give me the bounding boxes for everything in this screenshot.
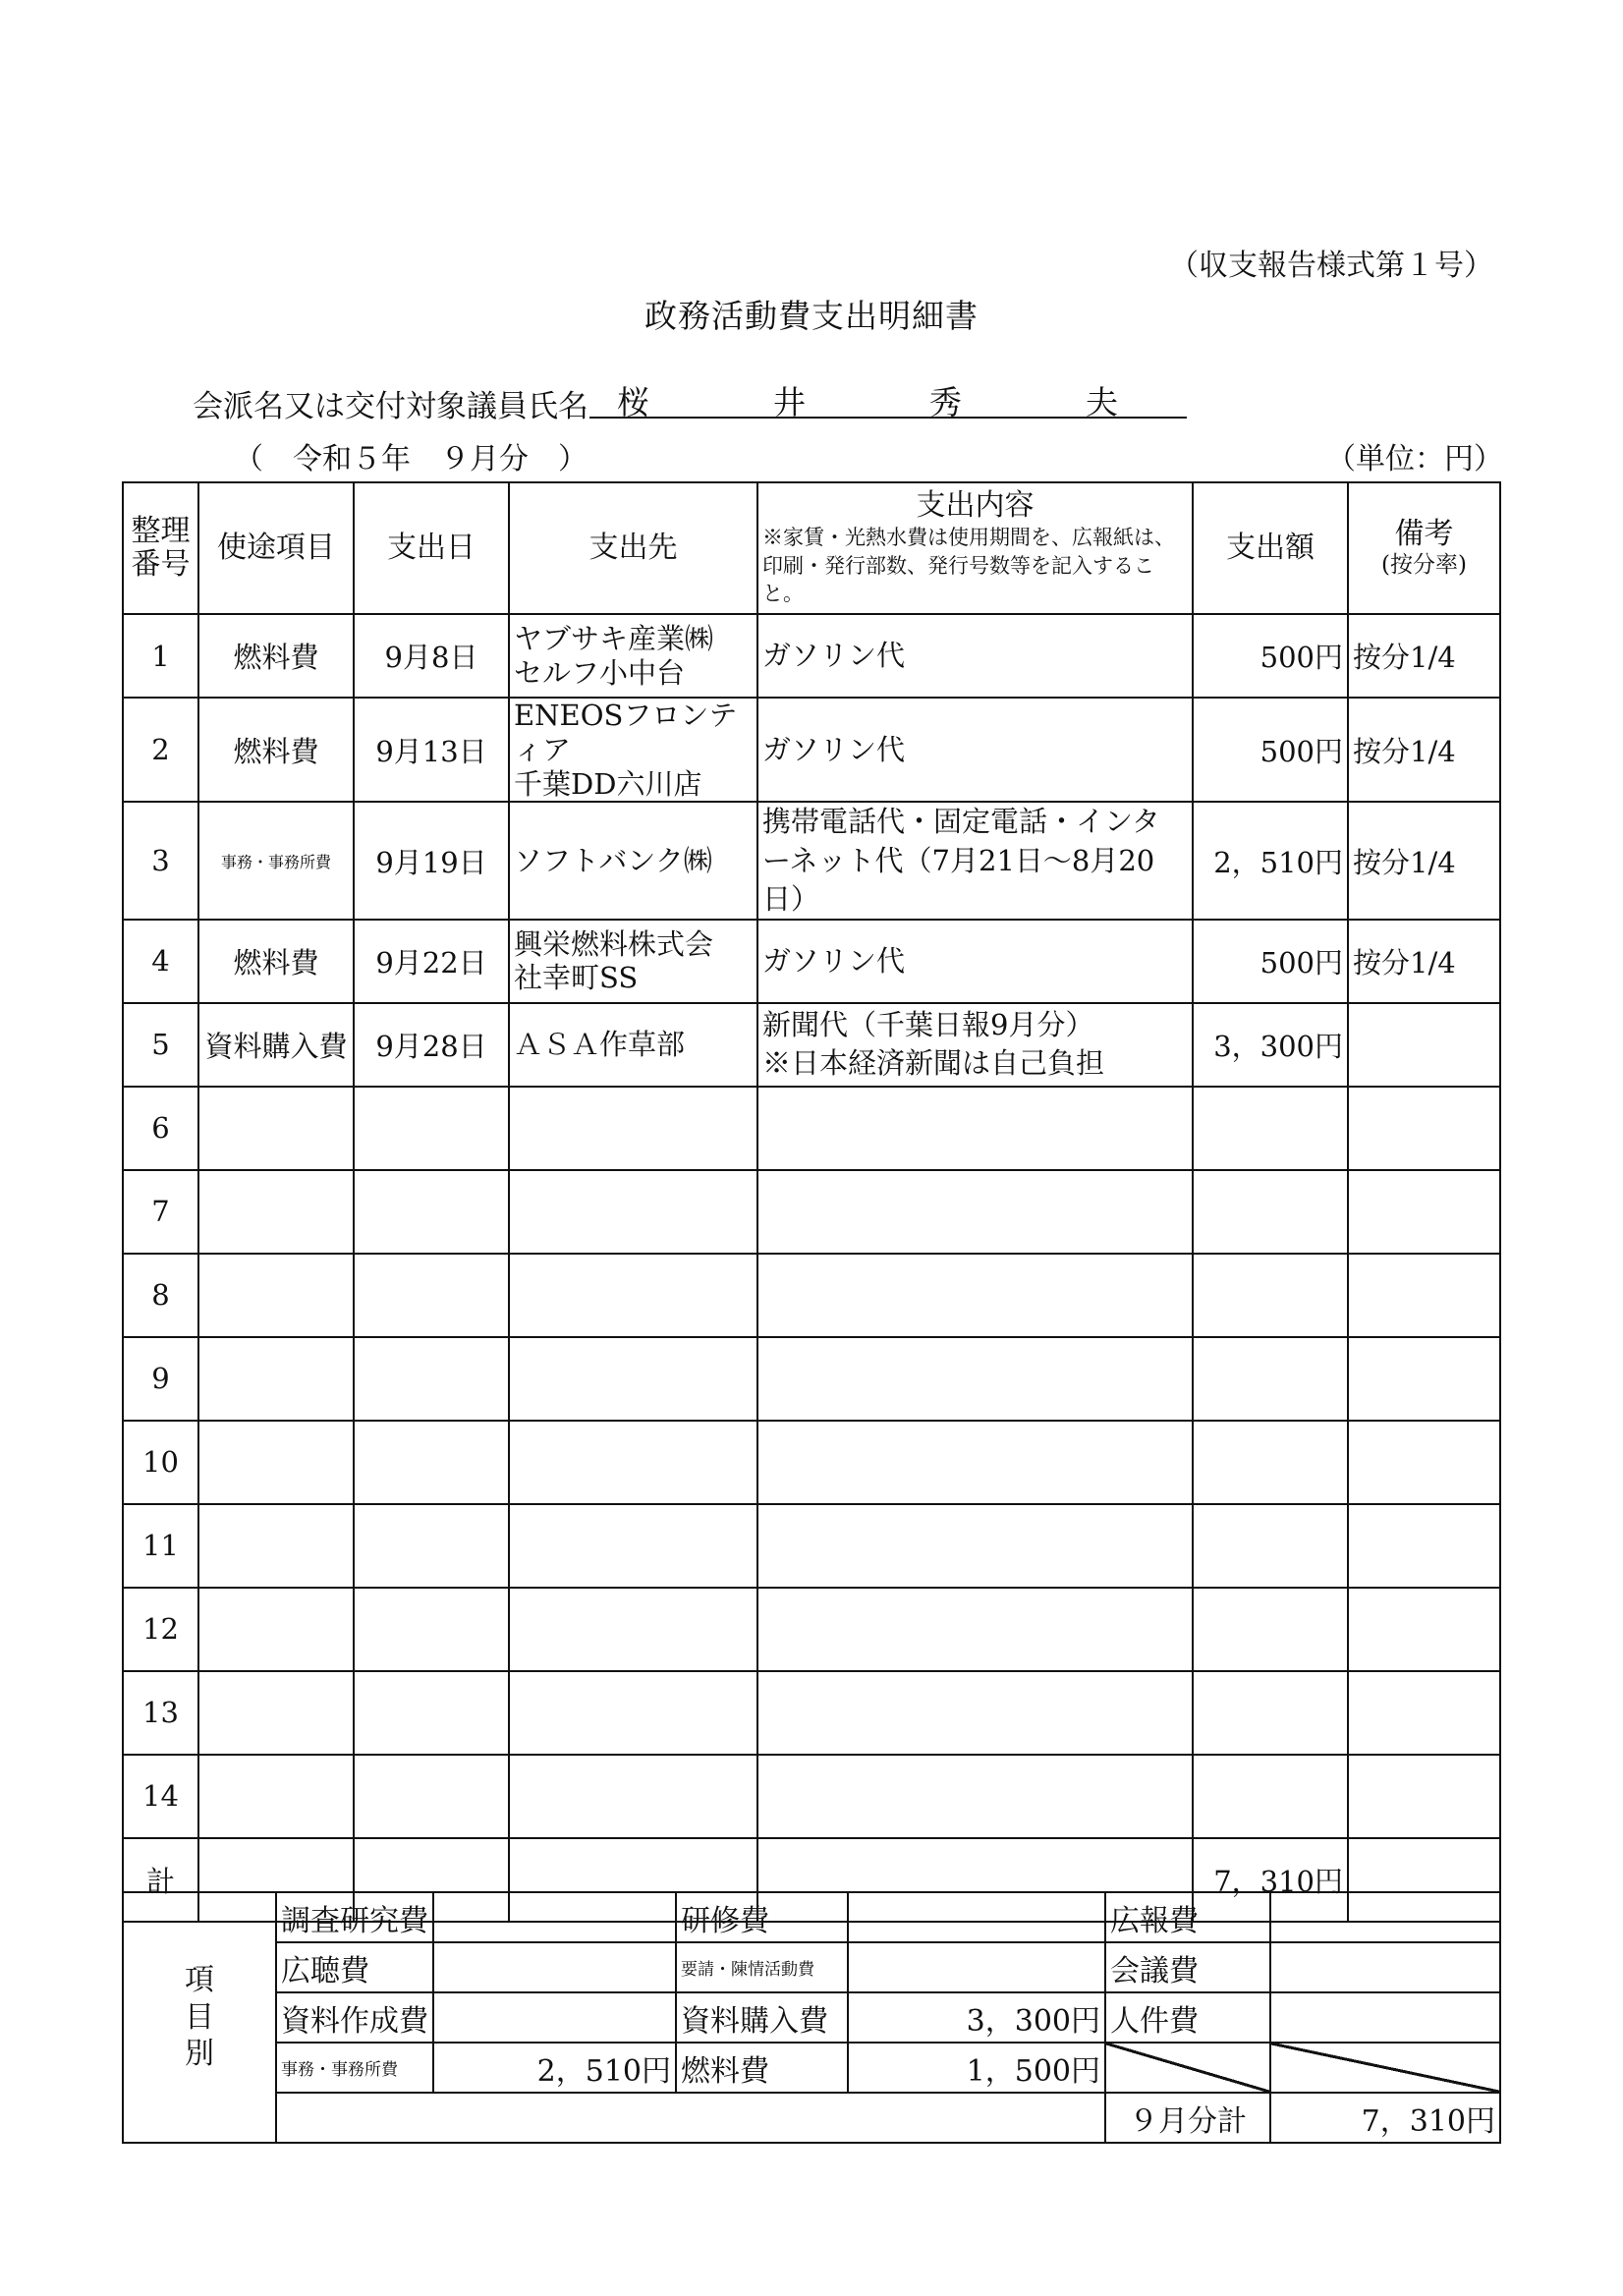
- unit-label: （単位：円）: [1326, 442, 1503, 476]
- blank-slash-cell: [1105, 2043, 1270, 2093]
- row-amount: [1193, 1588, 1348, 1671]
- amount-kenshu: [848, 1892, 1105, 1942]
- form-id-label: （収支報告様式第１号）: [1169, 249, 1493, 283]
- row-date: [354, 1755, 509, 1838]
- row-content: 携帯電話代・固定電話・インターネット代（7月21日～8月20日）: [757, 802, 1193, 919]
- row-remark: [1348, 1003, 1500, 1087]
- row-date: [354, 1254, 509, 1337]
- amount-jinken: [1270, 1992, 1500, 2043]
- amount-jimu: 2，510円: [433, 2043, 676, 2093]
- row-item: [198, 1254, 354, 1337]
- month-total-label: ９月分計: [1105, 2093, 1270, 2143]
- row-dest: 興栄燃料株式会 社幸町SS: [509, 920, 757, 1003]
- row-remark: 按分1/4: [1348, 698, 1500, 802]
- expense-table: [122, 481, 1501, 1923]
- row-date: [354, 1421, 509, 1504]
- row-no: 2: [123, 698, 198, 802]
- label-jimu: 事務・事務所費: [276, 2043, 433, 2093]
- total-amount: 7，310円: [1193, 1838, 1348, 1922]
- row-amount: 500円: [1193, 614, 1348, 698]
- row-amount: [1193, 1671, 1348, 1755]
- label-nenryo: 燃料費: [676, 2043, 848, 2093]
- table-row: [123, 1087, 1500, 1170]
- row-no: 5: [123, 1003, 198, 1087]
- table-row: [123, 1254, 1500, 1337]
- row-dest: [509, 1755, 757, 1838]
- row-content: [757, 1588, 1193, 1671]
- summary-side-label: 項目別: [123, 1892, 276, 2143]
- row-item: 燃料費: [198, 614, 354, 698]
- row-no: 14: [123, 1755, 198, 1838]
- row-no: 11: [123, 1504, 198, 1588]
- row-remark: [1348, 1671, 1500, 1755]
- row-remark: [1348, 1254, 1500, 1337]
- row-remark: [1348, 1087, 1500, 1170]
- row-dest: [509, 1087, 757, 1170]
- label-kocho: 広聴費: [276, 1942, 433, 1992]
- header-dest: 支出先: [509, 482, 757, 614]
- row-no: 12: [123, 1588, 198, 1671]
- row-date: [354, 1337, 509, 1421]
- row-date: [354, 1588, 509, 1671]
- header-no: 整理番号: [123, 482, 198, 614]
- row-remark: 按分1/4: [1348, 614, 1500, 698]
- row-no: 1: [123, 614, 198, 698]
- row-date: 9月28日: [354, 1003, 509, 1087]
- row-dest: ソフトバンク㈱: [509, 802, 757, 919]
- row-no: 9: [123, 1337, 198, 1421]
- row-item: [198, 1087, 354, 1170]
- row-item: 事務・事務所費: [198, 802, 354, 919]
- row-amount: 2，510円: [1193, 802, 1348, 919]
- row-dest: [509, 1337, 757, 1421]
- row-item: [198, 1504, 354, 1588]
- row-no: 8: [123, 1254, 198, 1337]
- row-amount: [1193, 1254, 1348, 1337]
- table-row: [123, 1504, 1500, 1588]
- row-amount: [1193, 1755, 1348, 1838]
- row-amount: [1193, 1087, 1348, 1170]
- row-remark: [1348, 1755, 1500, 1838]
- row-remark: [1348, 1504, 1500, 1588]
- blank-slash-cell: [1270, 2043, 1500, 2093]
- header-content: [757, 482, 1193, 614]
- header-date: 支出日: [354, 482, 509, 614]
- table-row: [123, 1337, 1500, 1421]
- row-content: [757, 1254, 1193, 1337]
- row-no: 13: [123, 1671, 198, 1755]
- header-amount: 支出額: [1193, 482, 1348, 614]
- row-amount: [1193, 1504, 1348, 1588]
- row-dest: ENEOSフロンティア 千葉DD六川店: [509, 698, 757, 802]
- row-content: [757, 1755, 1193, 1838]
- row-item: [198, 1337, 354, 1421]
- row-dest: [509, 1421, 757, 1504]
- page-title: 政務活動費支出明細書: [644, 297, 979, 335]
- table-row: [123, 1170, 1500, 1254]
- row-dest: [509, 1588, 757, 1671]
- label-shiryo-konyu: 資料購入費: [676, 1992, 848, 2043]
- amount-shiryo-konyu: 3，300円: [848, 1992, 1105, 2043]
- row-date: [354, 1504, 509, 1588]
- row-amount: 500円: [1193, 920, 1348, 1003]
- row-no: 10: [123, 1421, 198, 1504]
- row-content: [757, 1170, 1193, 1254]
- row-item: [198, 1421, 354, 1504]
- row-item: [198, 1588, 354, 1671]
- row-amount: [1193, 1337, 1348, 1421]
- row-content: [757, 1087, 1193, 1170]
- row-item: [198, 1755, 354, 1838]
- header-content-note: ※家賃・光熱水費は使用期間を、広報紙は、印刷・発行部数、発行号数等を記入すること。: [762, 526, 1175, 606]
- row-dest: ヤブサキ産業㈱ セルフ小中台: [509, 614, 757, 698]
- row-remark: 按分1/4: [1348, 802, 1500, 919]
- row-date: 9月19日: [354, 802, 509, 919]
- row-no: 6: [123, 1087, 198, 1170]
- table-row: [123, 802, 1500, 919]
- header-row: [123, 482, 1500, 614]
- row-amount: [1193, 1170, 1348, 1254]
- table-row: [123, 920, 1500, 1003]
- row-content: [757, 1421, 1193, 1504]
- member-name-field[interactable]: 桜井秀夫: [589, 377, 1187, 419]
- amount-nenryo: 1，500円: [848, 2043, 1105, 2093]
- table-row: [123, 698, 1500, 802]
- row-dest: [509, 1504, 757, 1588]
- row-no: 3: [123, 802, 198, 919]
- row-content: ガソリン代: [757, 698, 1193, 802]
- row-remark: 按分1/4: [1348, 920, 1500, 1003]
- row-date: 9月22日: [354, 920, 509, 1003]
- row-dest: [509, 1254, 757, 1337]
- row-dest: [509, 1671, 757, 1755]
- label-koho: 広報費: [1105, 1892, 1270, 1942]
- row-amount: 500円: [1193, 698, 1348, 802]
- header-item: 使途項目: [198, 482, 354, 614]
- row-dest: ＡＳＡ作草部: [509, 1003, 757, 1087]
- row-content: ガソリン代: [757, 614, 1193, 698]
- name-label: 会派名又は交付対象議員氏名: [193, 389, 588, 424]
- label-kenshu: 研修費: [676, 1892, 848, 1942]
- header-remark: 備考 (按分率): [1348, 482, 1500, 614]
- amount-chosa: [433, 1892, 676, 1942]
- row-remark: [1348, 1337, 1500, 1421]
- row-date: 9月8日: [354, 614, 509, 698]
- table-row: [123, 1755, 1500, 1838]
- row-no: 4: [123, 920, 198, 1003]
- total-label: 計: [123, 1838, 198, 1922]
- row-date: 9月13日: [354, 698, 509, 802]
- amount-kaigi: [1270, 1942, 1500, 1992]
- label-chosa: 調査研究費: [276, 1892, 433, 1942]
- amount-yosei: [848, 1942, 1105, 1992]
- header-content-title: 支出内容: [916, 488, 1035, 524]
- label-shiryo-sakusei: 資料作成費: [276, 1992, 433, 2043]
- row-content: [757, 1337, 1193, 1421]
- row-item: [198, 1671, 354, 1755]
- row-item: [198, 1170, 354, 1254]
- table-row: [123, 614, 1500, 698]
- row-amount: 3，300円: [1193, 1003, 1348, 1087]
- row-content: 新聞代（千葉日報9月分） ※日本経済新聞は自己負担: [757, 1003, 1193, 1087]
- amount-shiryo-sakusei: [433, 1992, 676, 2043]
- label-yosei: 要請・陳情活動費: [676, 1942, 848, 1992]
- row-item: 資料購入費: [198, 1003, 354, 1087]
- label-jinken: 人件費: [1105, 1992, 1270, 2043]
- row-no: 7: [123, 1170, 198, 1254]
- amount-koho: [1270, 1892, 1500, 1942]
- table-row: [123, 1588, 1500, 1671]
- row-content: [757, 1671, 1193, 1755]
- summary-blank: [276, 2093, 1105, 2143]
- category-summary-table: [122, 1891, 1501, 2144]
- table-row: [123, 1003, 1500, 1087]
- table-row: [123, 1421, 1500, 1504]
- row-content: [757, 1504, 1193, 1588]
- label-kaigi: 会議費: [1105, 1942, 1270, 1992]
- row-remark: [1348, 1170, 1500, 1254]
- period-label: （ 令和５年 ９月分 ）: [234, 442, 588, 476]
- row-date: [354, 1170, 509, 1254]
- row-date: [354, 1671, 509, 1755]
- row-amount: [1193, 1421, 1348, 1504]
- row-dest: [509, 1170, 757, 1254]
- row-item: 燃料費: [198, 920, 354, 1003]
- month-total-amount: 7，310円: [1270, 2093, 1500, 2143]
- row-item: 燃料費: [198, 698, 354, 802]
- row-remark: [1348, 1588, 1500, 1671]
- amount-kocho: [433, 1942, 676, 1992]
- row-remark: [1348, 1421, 1500, 1504]
- row-date: [354, 1087, 509, 1170]
- table-row: [123, 1671, 1500, 1755]
- row-content: ガソリン代: [757, 920, 1193, 1003]
